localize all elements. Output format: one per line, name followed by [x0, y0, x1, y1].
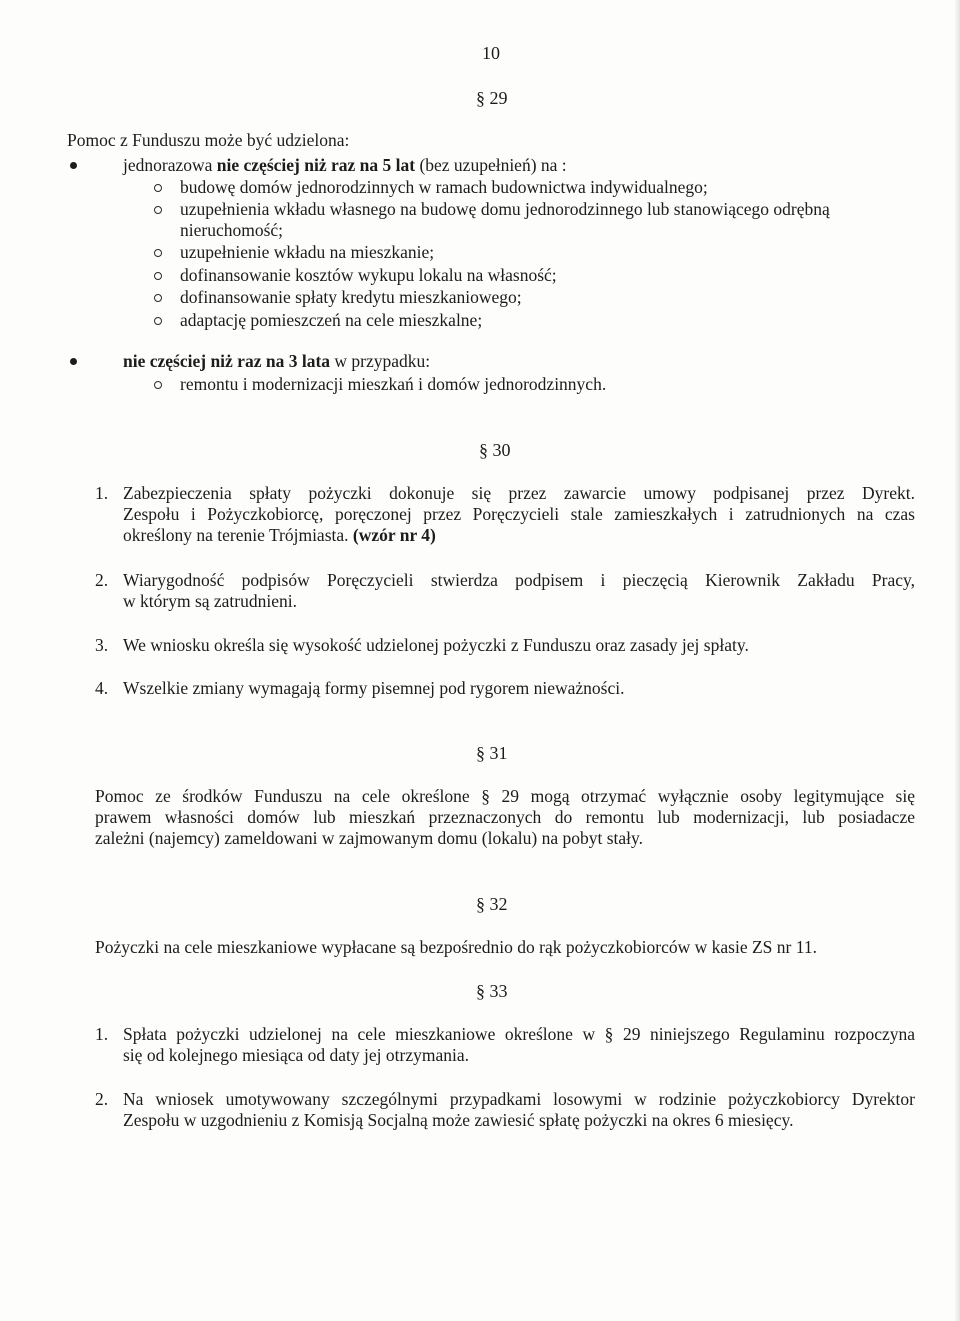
- s33-num-1: 1.: [95, 1024, 109, 1044]
- s30-item-1-text-2: Zespołu i Pożyczkobiorcę, poręczonej przez Poręczycieli stale zamieszkałych i zatrudnionych na czas: [123, 504, 915, 524]
- s29-sub-3: uzupełnienie wkładu na mieszkanie;: [180, 242, 435, 262]
- s29-sub2-1: remontu i modernizacji mieszkań i domów jednorodzinnych.: [180, 374, 607, 394]
- circle-bullet-icon: [154, 317, 162, 325]
- s29-sub-4: dofinansowanie kosztów wykupu lokalu na własność;: [180, 265, 557, 285]
- section-31-heading: § 31: [476, 743, 508, 763]
- s29-sub-1: budowę domów jednorodzinnych w ramach budownictwa indywidualnego;: [180, 177, 708, 197]
- bullet-1-pre: jednorazowa: [123, 155, 217, 175]
- circle-bullet-icon: [154, 206, 162, 214]
- section-33-heading: § 33: [476, 981, 508, 1001]
- s30-num-2: 2.: [95, 570, 109, 590]
- s30-item-4: Wszelkie zmiany wymagają formy pisemnej pod rygorem nieważności.: [123, 678, 625, 698]
- s29-sub-5: dofinansowanie spłaty kredytu mieszkaniowego;: [180, 287, 522, 307]
- s29-bullet-1: [123, 155, 567, 176]
- s31-line-1: [95, 786, 915, 807]
- s33-item-1-text-1: Spłata pożyczki udzielonej na cele mieszkaniowe określone w § 29 niniejszego Regulaminu rozpoczyna: [123, 1024, 915, 1044]
- circle-bullet-icon: [154, 294, 162, 302]
- bullet-2-post: w przypadku:: [330, 351, 431, 371]
- s33-item-2-line-1: [123, 1089, 915, 1110]
- s30-item-2-line-2: w którym są zatrudnieni.: [123, 591, 297, 611]
- section-32-heading: § 32: [476, 894, 508, 914]
- s30-item-1-text-1: Zabezpieczenia spłaty pożyczki dokonuje się przez zawarcie umowy podpisanej przez Dyrekt.: [123, 483, 915, 503]
- circle-bullet-icon: [154, 249, 162, 257]
- s32-text: Pożyczki na cele mieszkaniowe wypłacane są bezpośrednio do rąk pożyczkobiorców w kasie ZS nr 11.: [95, 937, 817, 957]
- s30-item-3: We wniosku określa się wysokość udzielonej pożyczki z Funduszu oraz zasady jej spłaty.: [123, 635, 749, 655]
- s31-line-2: [95, 807, 915, 828]
- s30-item-1-line-1: [123, 483, 915, 504]
- s30-item-2-text-1: Wiarygodność podpisów Poręczycieli stwierdza podpisem i pieczęcią Kierownik Zakładu Pracy,: [123, 570, 915, 590]
- bullet-2-bold: nie częściej niż raz na 3 lata: [123, 351, 331, 371]
- s29-sub-2-cont: nieruchomość;: [180, 220, 284, 240]
- s30-num-4: 4.: [95, 678, 109, 698]
- bullet-dot: [70, 358, 77, 365]
- s29-intro: Pomoc z Funduszu może być udzielona:: [67, 130, 350, 150]
- s29-bullet-2: [123, 351, 430, 372]
- s31-line-3: zależni (najemcy) zameldowani w zajmowanym domu (lokalu) na pobyt stały.: [95, 828, 643, 848]
- s33-item-1-line-1: [123, 1024, 915, 1045]
- circle-bullet-icon: [154, 184, 162, 192]
- s30-item-1-text-3: określony na terenie Trójmiasta.: [123, 525, 349, 545]
- bullet-1-post: (bez uzupełnień) na :: [415, 155, 567, 175]
- scan-edge-shadow: [954, 0, 960, 1321]
- s30-item-1-line-3: [123, 525, 436, 546]
- s29-sub-2: uzupełnienia wkładu własnego na budowę domu jednorodzinnego lub stanowiącego odrębną: [180, 199, 830, 219]
- bullet-dot: [70, 162, 77, 169]
- s30-num-1: 1.: [95, 483, 109, 503]
- s30-num-3: 3.: [95, 635, 109, 655]
- s33-num-2: 2.: [95, 1089, 109, 1109]
- s33-item-2-line-2: Zespołu w uzgodnieniu z Komisją Socjalną może zawiesić spłatę pożyczki na okres 6 miesięcy.: [123, 1110, 794, 1130]
- s31-text-2: prawem własności domów lub mieszkań przeznaczonych do remontu lub modernizacji, lub posiadacze: [95, 807, 915, 827]
- s30-item-2-line-1: [123, 570, 915, 591]
- s30-item-1-bold: (wzór nr 4): [352, 525, 436, 545]
- s31-text-1: Pomoc ze środków Funduszu na cele określone § 29 mogą otrzymać wyłącznie osoby legitymujące się: [95, 786, 915, 806]
- section-30-heading: § 30: [479, 440, 511, 460]
- page-number: 10: [482, 43, 500, 63]
- s29-sub-6: adaptację pomieszczeń na cele mieszkalne;: [180, 310, 483, 330]
- s30-item-1-line-2: [123, 504, 915, 525]
- bullet-1-bold: nie częściej niż raz na 5 lat: [216, 155, 416, 175]
- section-29-heading: § 29: [476, 88, 508, 108]
- s33-item-1-line-2: się od kolejnego miesiąca od daty jej otrzymania.: [123, 1045, 470, 1065]
- circle-bullet-icon: [154, 272, 162, 280]
- circle-bullet-icon: [154, 381, 162, 389]
- s33-item-2-text-1: Na wniosek umotywowany szczególnymi przypadkami losowymi w rodzinie pożyczkobiorcy Dyrektor: [123, 1089, 915, 1109]
